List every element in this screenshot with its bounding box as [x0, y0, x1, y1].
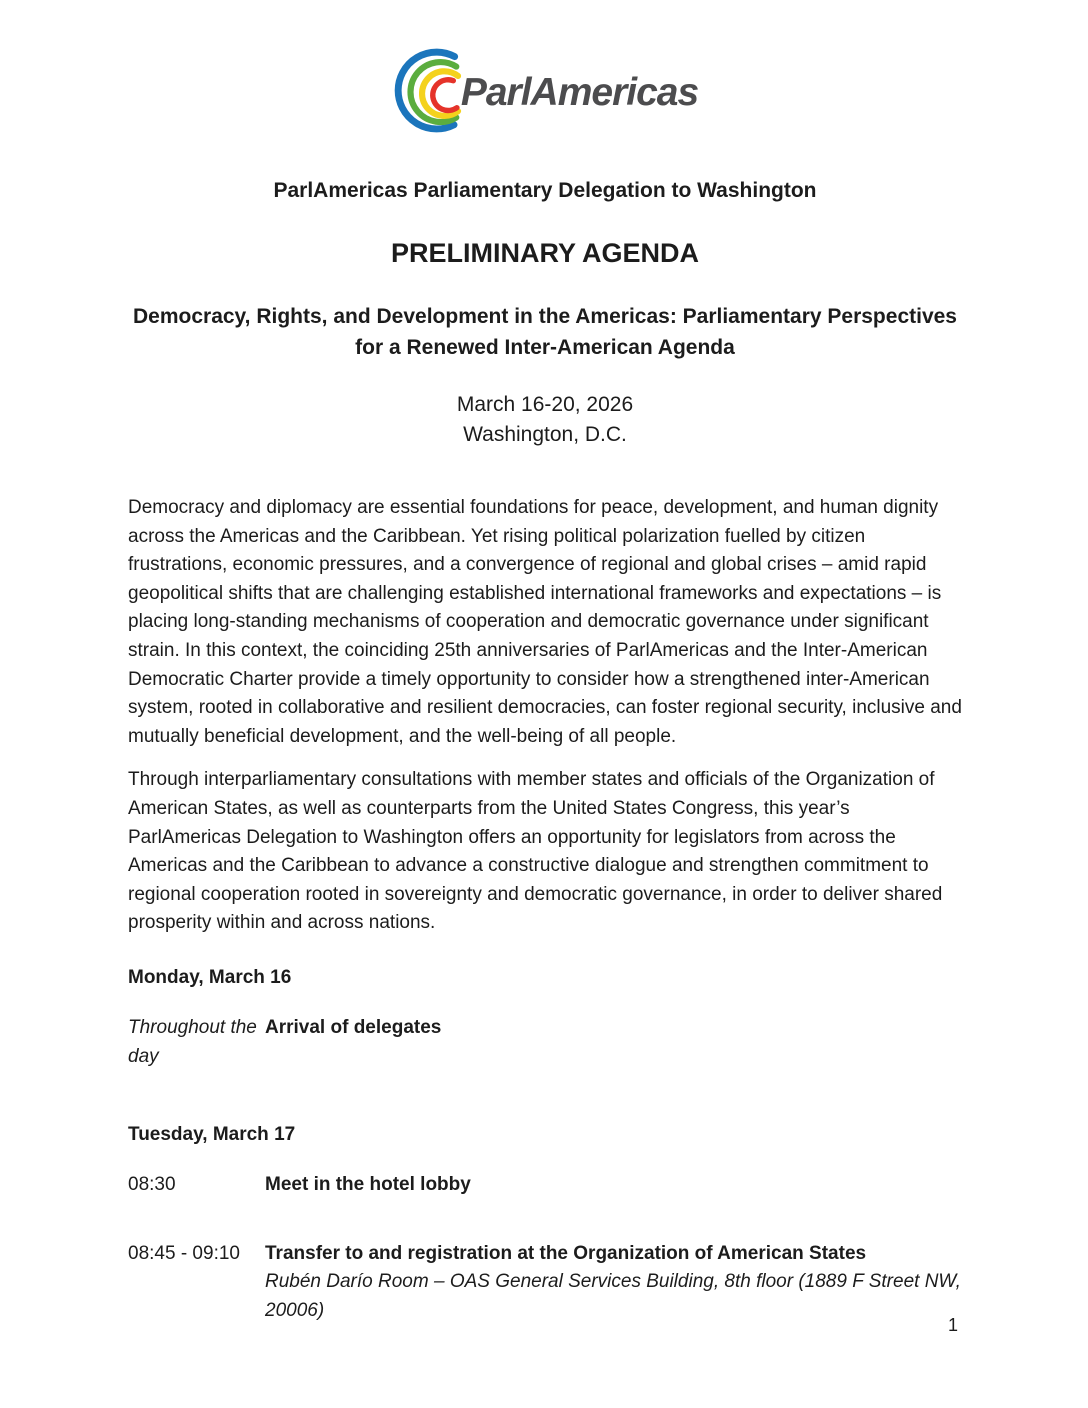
introduction-section: [128, 494, 962, 938]
event-location: Washington, D.C.: [463, 423, 627, 446]
agenda-description: [265, 1014, 962, 1071]
agenda-description: [265, 1240, 962, 1326]
agenda-item-title: Arrival of delegates: [265, 1016, 442, 1038]
agenda-time: 08:30: [128, 1174, 176, 1196]
agenda-row: [128, 1171, 962, 1200]
event-theme-title: Democracy, Rights, and Development in the Americas: Parliamentary Perspectives for a Renewed Inter-American Agenda: [133, 305, 957, 359]
event-dates: March 16-20, 2026: [456, 393, 634, 416]
document-title: ParlAmericas Parliamentary Delegation to Washington: [273, 179, 817, 202]
preliminary-agenda-heading: PRELIMINARY AGENDA: [390, 238, 700, 268]
agenda-time: Throughout the day: [128, 1016, 257, 1067]
agenda-row: [128, 1014, 962, 1071]
agenda-description: [265, 1171, 962, 1200]
parlamericas-wordmark: ParlAmericas: [460, 71, 699, 114]
agenda-time: 08:45 - 09:10: [128, 1242, 240, 1264]
agenda-item-title: Meet in the hotel lobby: [265, 1174, 471, 1196]
intro-paragraph-2: Through interparliamentary consultations with member states and officials of the Organization of American States, as well as counterparts from the United States Congress, this year’s ParlAmericas Delegation to Washington offers an opportunity for legislators from across the Americas and the Caribbean to advance a constructive dialogue and strengthen commitment to regional cooperation rooted in sovereignty and democratic governance, in order to deliver shared prosperity within and across nations.: [128, 769, 943, 934]
agenda-item-title: Transfer to and registration at the Organization of American States: [265, 1242, 867, 1264]
intro-paragraph-1: Democracy and diplomacy are essential foundations for peace, development, and human dignity across the Americas and the Caribbean. Yet rising political polarization fuelled by citizen frustrations, economic pressures, and a convergence of regional and global crises – amid rapid geopolitical shifts that are challenging established international frameworks and expectations – is placing long-standing mechanisms of cooperation and democratic governance under significant strain. In this context, the coinciding 25th anniversaries of ParlAmericas and the Inter-American Democratic Charter provide a timely opportunity to consider how a strengthened inter-American system, rooted in collaborative and resilient democracies, can foster regional security, inclusive and mutually beneficial development, and the well-being of all people.: [128, 497, 962, 747]
agenda-item-venue: Rubén Darío Room – OAS General Services Building, 8th floor (1889 F Street NW, 20006): [265, 1271, 961, 1321]
page-number: 1: [947, 1315, 958, 1335]
agenda-row: [128, 1240, 962, 1326]
day-heading-tuesday: Tuesday, March 17: [128, 1124, 296, 1146]
parlamericas-logo: [128, 38, 962, 142]
day-heading-monday: Monday, March 16: [128, 966, 292, 988]
